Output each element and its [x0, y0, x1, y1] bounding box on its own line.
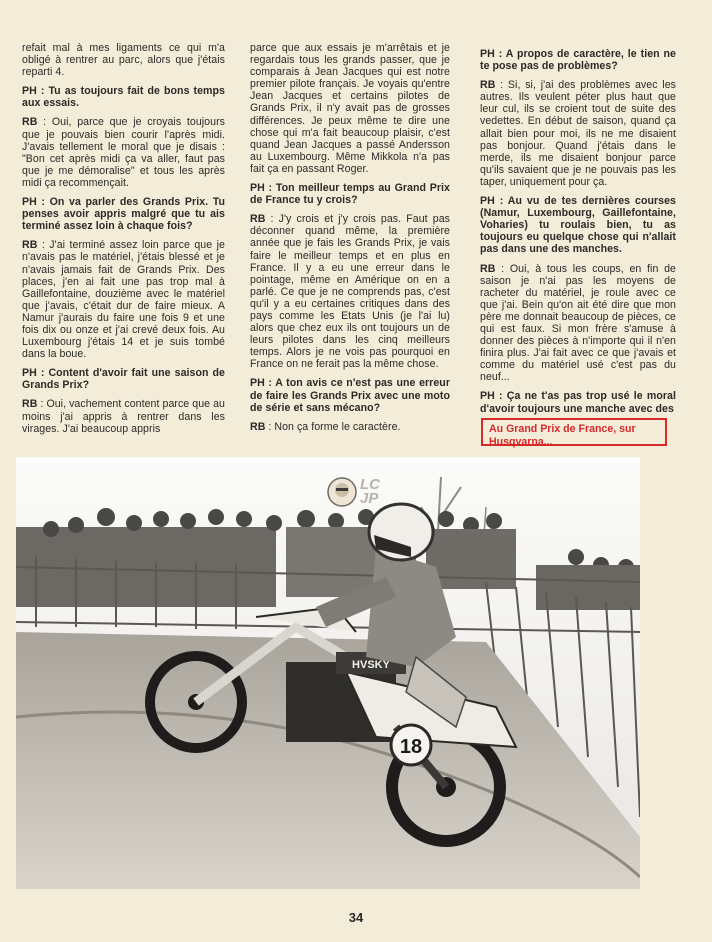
answer: RB : Si, si, j'ai des problèmes avec les autres. Ils veulent péter plus haut que leur cul, ils se croient tout de suite des vedettes. En début de saison, quand ça allait bien pour moi, ils ne me disaient pas bonjour. Quand j'étais dans le merde, ils me disaient bonjour parce qu'ils savaient que je ne pouvais pas les taper, uniquement pour ça.: [480, 79, 676, 188]
question: PH : A ton avis ce n'est pas une erreur de faire les Grands Prix avec une moto de série et sans mécano?: [250, 377, 450, 414]
stamp-text: LCJP: [360, 476, 380, 507]
page-number: 34: [348, 910, 364, 925]
paragraph: refait mal à mes ligaments ce qui m'a obligé à rentrer au parc, alors que j'étais reparti 4.: [22, 42, 225, 79]
question: PH : Au vu de tes dernières courses (Namur, Luxembourg, Gaillefontaine, Voharies) tu roulais bien, tu as toujours eu quelque chose qui n'allait pas dans une des manches.: [480, 195, 676, 256]
text-column-3: [480, 48, 676, 422]
text-column-1: [22, 42, 225, 442]
answer: RB : Oui, parce que je croyais toujours que je pouvais bien courir l'après midi. J'avais tellement le moral que je disais : "Bon cet après midi ça va aller, faut pas que je me démoralise" et tous les après midi ça recommençait.: [22, 116, 225, 189]
text-column-2: [250, 42, 450, 440]
collector-stamp: [324, 470, 394, 518]
answer: RB : J'y crois et j'y crois pas. Faut pas déconner quand même, la première année que je fais les Grands Prix, je vais faire le meilleur temps et en plus en France. Il y a eu une erreur dans le pointage, même en Amérique on en a parlé. Ce que je ne comprends pas, c'est qu'il y a eu certaines critiques dans des pays comme les Etats Unis (je l'ai lu) alors que chez eux ils ont toujours un de leurs pilotes dans les cinq meilleurs temps. Alors je ne vois pas pourquoi en France on ne ferait pas la même chose.: [250, 213, 450, 371]
answer: RB : J'ai terminé assez loin parce que je n'avais pas le matériel, j'étais blessé et je n'avais jamais fait de Grands Prix. Des places, j'en ai fait une pas trop mal à Gaillefontaine, douzième avec le matériel que j'avais, c'était dur de faire mieux. A Namur j'aurais du faire une fois 9 et une fois dix ou onze et j'ai crevé deux fois. Au Luxembourg j'étais 14 et je suis tombé dans la boue.: [22, 239, 225, 361]
motocross-photo: [16, 457, 640, 889]
question: PH : On va parler des Grands Prix. Tu penses avoir appris malgré que tu ais terminé assez loin à chaque fois?: [22, 196, 225, 233]
photo-illustration: [16, 457, 640, 889]
paragraph: parce que aux essais je m'arrêtais et je regardais tous les grands passer, que je comparais à Jean Jacques qui est notre premier pilote français. Je voyais qu'entre Jean Jacques et certains pilotes de Grands Prix, il n'y avait pas de grosses différences. Je peux même te dire une chose qui m'a fait beaucoup plaisir, c'est quand Jean Jacques a passé Andersson au Luxembourg. Même Mikkola n'a pas fait ça en passant Roger.: [250, 42, 450, 175]
question: PH : Content d'avoir fait une saison de Grands Prix?: [22, 367, 225, 392]
question: PH : A propos de caractère, le tien ne te pose pas de problèmes?: [480, 48, 676, 73]
photo-caption: Au Grand Prix de France, sur Husqvarna...: [481, 418, 667, 446]
answer: RB : Oui, vachement content parce que au moins j'ai appris à rentrer dans les virages. J'ai beaucoup appris: [22, 398, 225, 435]
question: PH : Tu as toujours fait de bons temps aux essais.: [22, 85, 225, 110]
race-number-plate: 18: [399, 736, 423, 758]
question: PH : Ça ne t'as pas trop usé le moral d'avoir toujours une manche avec des: [480, 390, 676, 415]
answer: RB : Oui, à tous les coups, en fin de saison je n'ai pas les moyens de racheter du matériel, je roule avec ce que j'ai. Bein qu'on ait été dire que mon père me donnait beaucoup de pièces, ce qui est faux. Si mon frère s'amuse à donner des pièces à n'importe qui il n'en finira plus. J'ai fait avec ce que j'avais et comme du matériel usé c'est pas du neuf...: [480, 262, 676, 384]
question: PH : Ton meilleur temps au Grand Prix de France tu y crois?: [250, 182, 450, 207]
answer: RB : Non ça forme le caractère.: [250, 420, 401, 433]
tank-logo: HVSKY: [352, 659, 390, 671]
